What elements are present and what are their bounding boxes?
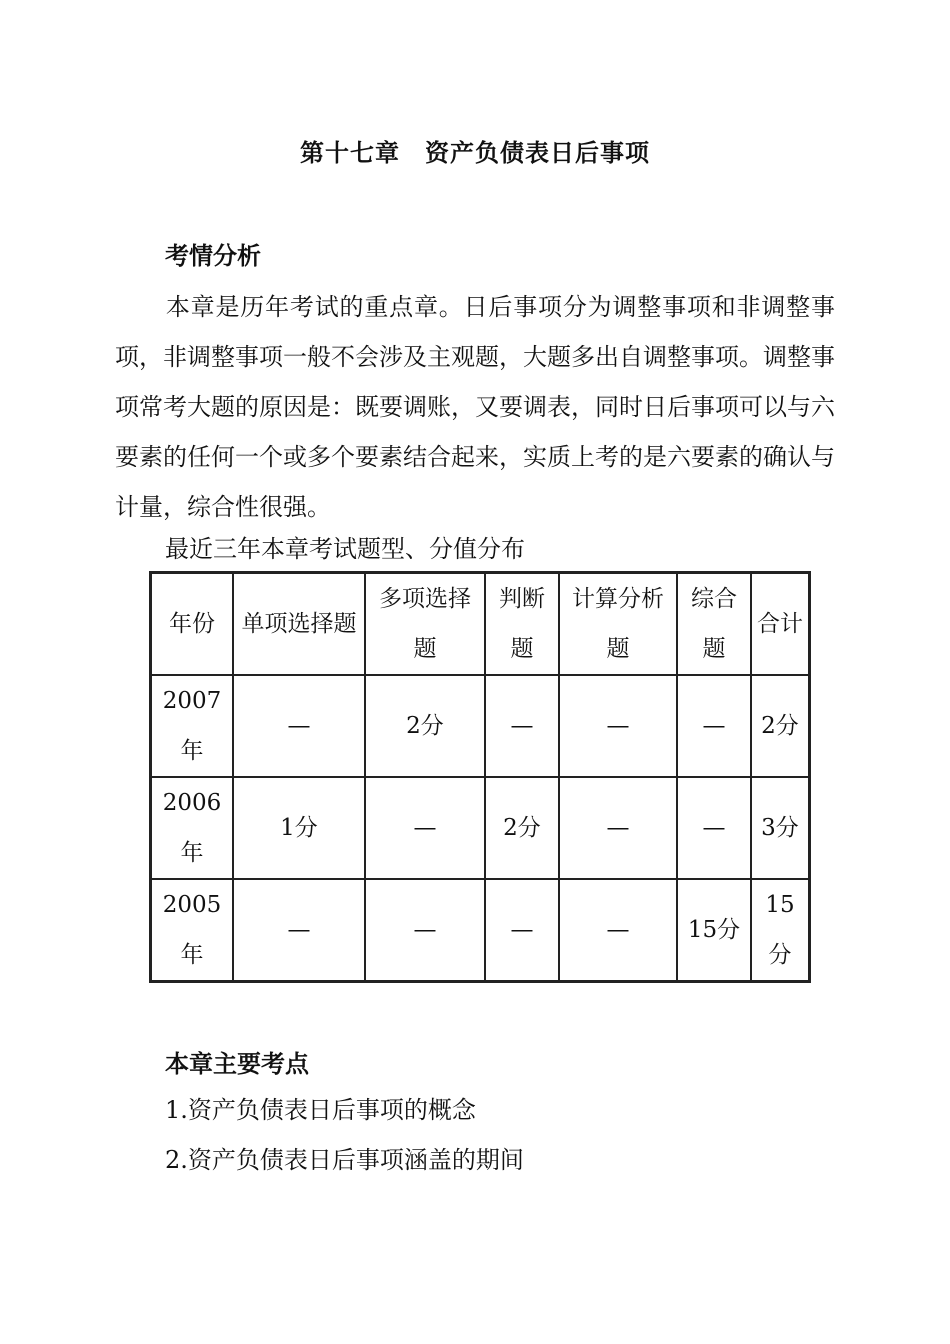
table-cell: — [365, 777, 485, 879]
header-cell: 多项选择题 [365, 573, 485, 675]
key-point-item: 2.资产负债表日后事项涵盖的期间 [165, 1146, 524, 1174]
year-cell: 2007年 [151, 675, 233, 777]
table-cell: — [677, 675, 751, 777]
table-cell: — [485, 879, 559, 981]
table-cell: — [233, 675, 365, 777]
analysis-text: 本章是历年考试的重点章。日后事项分为调整事项和非调整事项，非调整事项一般不会涉及主观题，大题多出自调整事项。调整事项常考大题的原因是：既要调账，又要调表，同时日后事项可以与六要素的任何一个或多个要素结合起来，实质上考的是六要素的确认与计量，综合性很强。 [115, 293, 835, 521]
table-cell: — [559, 879, 677, 981]
header-cell: 计算分析题 [559, 573, 677, 675]
table-cell: — [559, 675, 677, 777]
table-cell: — [677, 777, 751, 879]
table-cell: 15分 [677, 879, 751, 981]
table-cell: — [233, 879, 365, 981]
score-distribution-table [149, 571, 811, 983]
analysis-paragraph [115, 282, 835, 532]
year-cell: 2006年 [151, 777, 233, 879]
table-row [151, 777, 809, 879]
table-header-row [151, 573, 809, 675]
table-row [151, 879, 809, 981]
header-cell: 单项选择题 [233, 573, 365, 675]
header-cell: 综合题 [677, 573, 751, 675]
header-cell: 年份 [151, 573, 233, 675]
table-cell: — [365, 879, 485, 981]
table-cell: — [485, 675, 559, 777]
table-cell: — [559, 777, 677, 879]
total-cell: 2分 [751, 675, 809, 777]
header-cell: 合计 [751, 573, 809, 675]
total-cell: 15分 [751, 879, 809, 981]
table-cell: 2分 [485, 777, 559, 879]
table-caption: 最近三年本章考试题型、分值分布 [165, 535, 525, 563]
key-point-item: 1.资产负债表日后事项的概念 [165, 1096, 476, 1124]
table-cell: 1分 [233, 777, 365, 879]
chapter-title: 第十七章 资产负债表日后事项 [300, 139, 650, 167]
table-row [151, 675, 809, 777]
header-cell: 判断题 [485, 573, 559, 675]
section-heading-key-points: 本章主要考点 [165, 1050, 309, 1078]
year-cell: 2005年 [151, 879, 233, 981]
table-cell: 2分 [365, 675, 485, 777]
section-heading-exam-analysis: 考情分析 [165, 242, 261, 270]
total-cell: 3分 [751, 777, 809, 879]
